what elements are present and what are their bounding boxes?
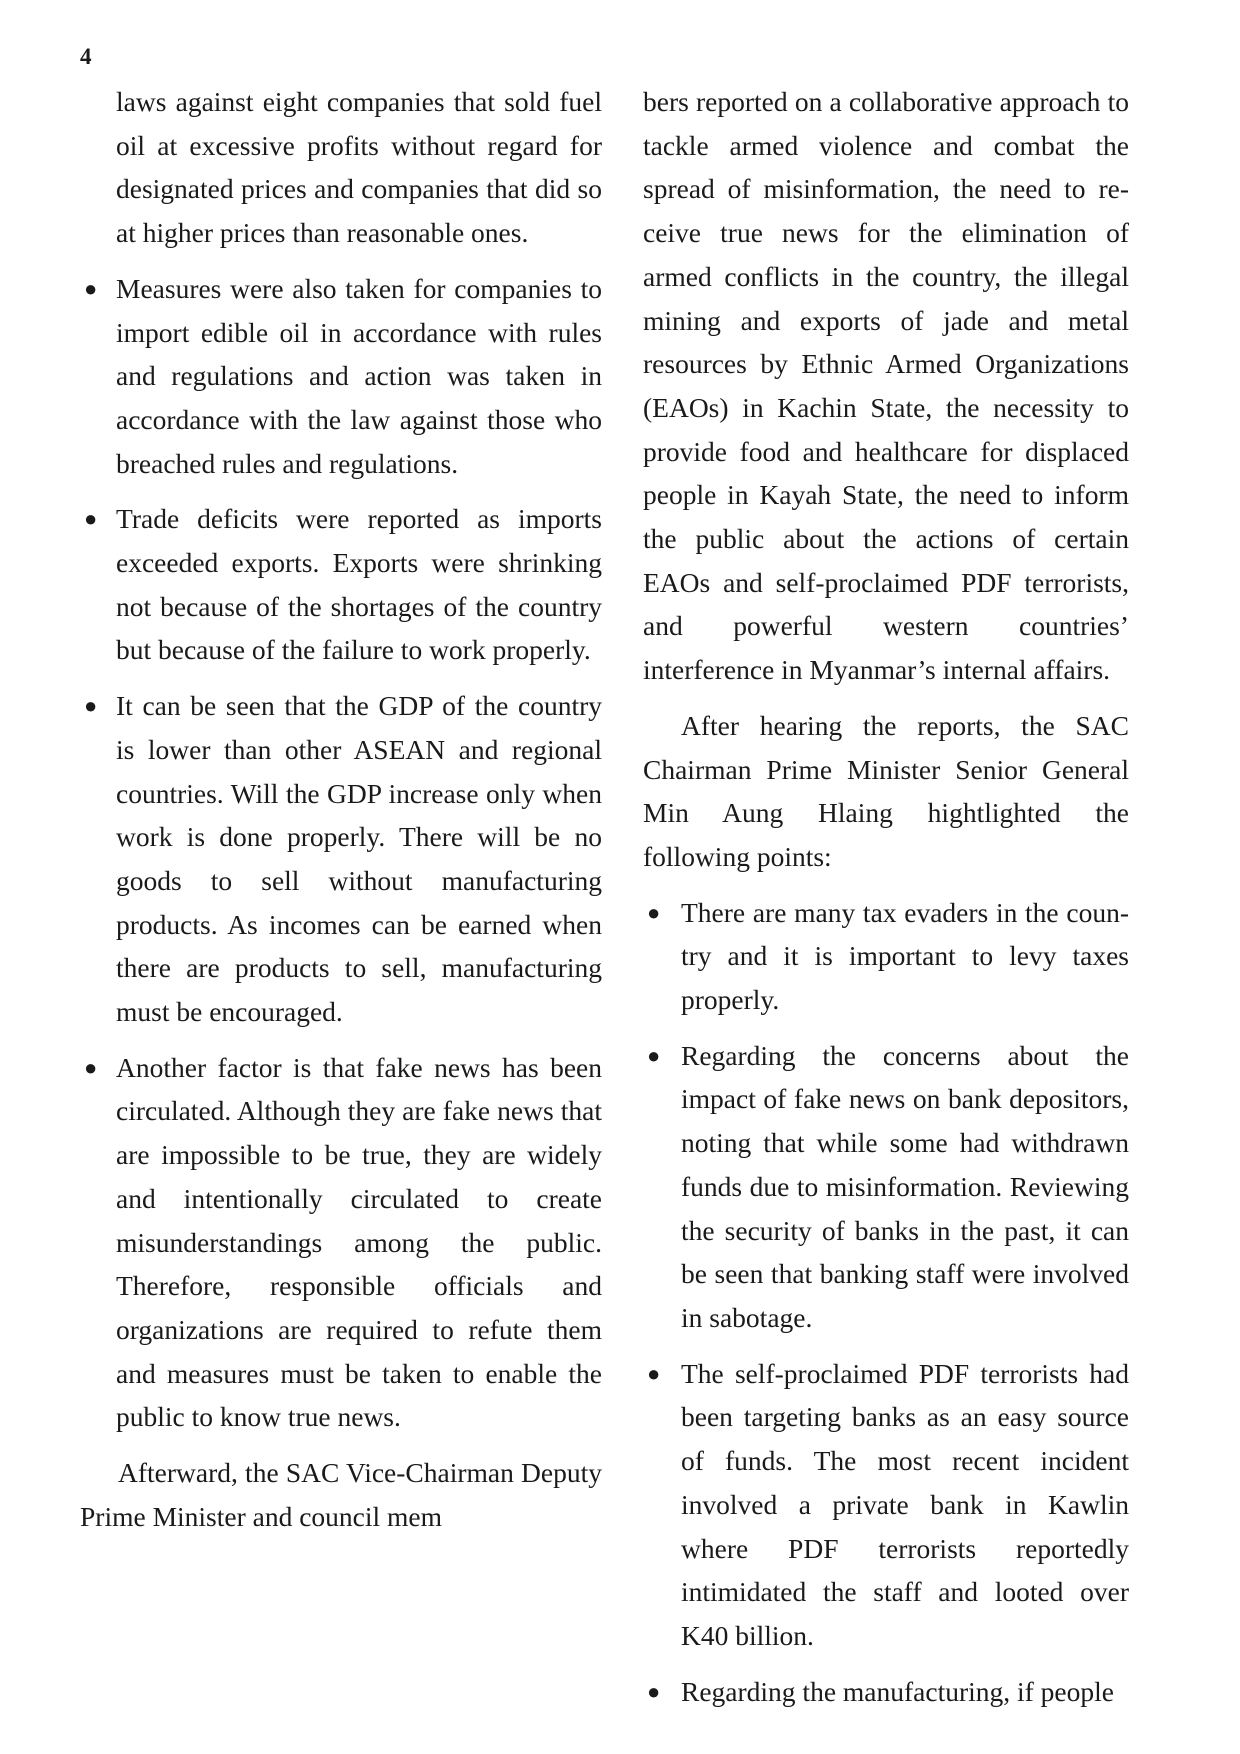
- bullet-icon: ●: [647, 1042, 661, 1068]
- bullet-text: Another factor is that fake news has been circulated. Although they are fake news that are impossible to be true, they are widely and intentionally circulated to create misunderstandings among the public. Therefore, responsible officials and organizations are required to refute them and measures must be taken to enable the public to know true news.: [116, 1051, 602, 1433]
- bullet-item: [647, 1670, 1129, 1714]
- bullet-list: [84, 267, 602, 1439]
- bullet-icon: ●: [84, 275, 98, 301]
- bullet-icon: ●: [84, 693, 98, 719]
- continuation-paragraph: bers reported on a collaborative approach to tackle armed violence and combat the spread of misinformation, the need to receive true news for the elimination of armed conflicts in the country, the illegal mining and exports of jade and metal resources by Ethnic Armed Organizations (EAOs) in Kachin State, the necessity to provide food and healthcare for displaced people in Kayah State, the need to inform the public about the actions of certain EAOs and self-proclaimed PDF terrorists, and powerful western countries’ interference in Myanmar’s internal affairs.: [643, 86, 1129, 686]
- bullet-text: Regarding the manufacturing, if people: [681, 1675, 1114, 1707]
- bullet-text: Trade deficits were reported as imports exceeded exports. Exports were shrinking not because of the shortages of the country but because of the failure to work properly.: [116, 503, 602, 666]
- bullet-text: Regarding the concerns about the impact of fake news on bank depositors, noting that while some had withdrawn funds due to misinformation. Reviewing the security of banks in the past, it can be seen that banking staff were involved in sabotage.: [681, 1039, 1129, 1333]
- body-paragraph: After hearing the reports, the SAC Chairman Prime Minister Senior General Min Aung Hlaing hightlighted the following points:: [643, 709, 1129, 872]
- bullet-text: Measures were also taken for companies to import edible oil in accordance with rules and regulations and action was taken in accordance with the law against those who breached rules and regulations.: [116, 272, 602, 479]
- bullet-icon: ●: [84, 506, 98, 532]
- bullet-item: [647, 1352, 1129, 1658]
- right-column: [643, 80, 1129, 1725]
- bullet-icon: ●: [647, 899, 661, 925]
- bullet-text: It can be seen that the GDP of the country is lower than other ASEAN and regional countries. Will the GDP increase only when work is done properly. There will be no goods to sell without manufacturing products. As incomes can be earned when there are products to sell, manufacturing must be encouraged.: [116, 690, 602, 1028]
- bullet-icon: ●: [647, 1360, 661, 1386]
- bullet-item: [647, 891, 1129, 1022]
- bullet-list: [647, 891, 1129, 1714]
- bullet-item: [84, 497, 602, 672]
- closing-paragraph: Afterward, the SAC Vice-Chairman Deputy Prime Minister and council mem: [80, 1457, 602, 1532]
- page-number: 4: [80, 44, 92, 69]
- bullet-item: [84, 684, 602, 1034]
- bullet-text: The self-proclaimed PDF terrorists had been targeting banks as an easy source of funds. The most recent incident involved a private bank in Kawlin where PDF terrorists reportedly intimidated the staff and looted over K40 billion.: [681, 1357, 1129, 1651]
- bullet-icon: ●: [84, 1054, 98, 1080]
- bullet-icon: ●: [647, 1678, 661, 1704]
- left-column: [80, 80, 602, 1551]
- continuation-paragraph: laws against eight companies that sold fuel oil at excessive profits without regard for designated prices and companies that did so at higher prices than reasonable ones.: [116, 86, 602, 249]
- bullet-item: [84, 1046, 602, 1439]
- bullet-item: [84, 267, 602, 486]
- bullet-text: There are many tax evaders in the country and it is important to levy taxes properly.: [681, 896, 1129, 1016]
- bullet-item: [647, 1034, 1129, 1340]
